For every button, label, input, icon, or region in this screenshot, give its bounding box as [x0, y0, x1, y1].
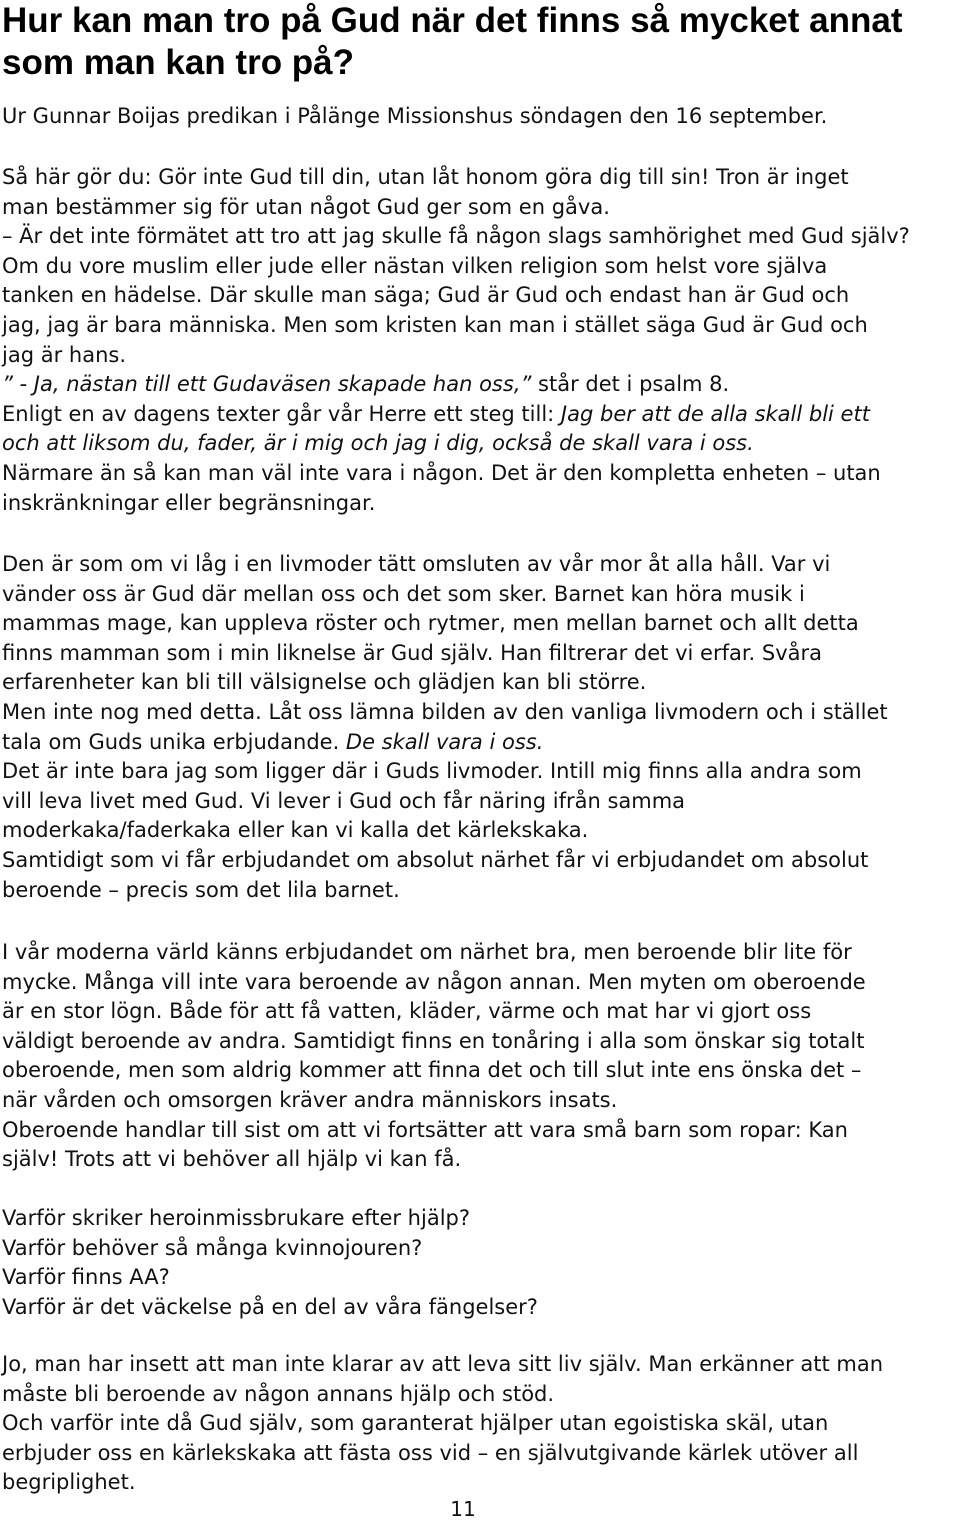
paragraph-line: moderkaka/faderkaka eller kan vi kalla det kärlekskaka.	[2, 818, 589, 843]
questions-list	[2, 1204, 958, 1322]
question-line: Varför är det väckelse på en del av våra fängelser?	[2, 1294, 538, 1319]
psalm-line: ” - Ja, nästan till ett Gudaväsen skapade han oss,” står det i psalm 8.	[2, 372, 730, 397]
paragraph-line: jag är hans.	[2, 342, 126, 367]
paragraph-line: I vår moderna värld känns erbjudandet om närhet bra, men beroende blir lite för	[2, 940, 852, 964]
paragraph-line: är en stor lögn. Både för att få vatten, kläder, värme och mat har vi gjort oss	[2, 999, 812, 1024]
paragraph-line: tanken en hädelse. Där skulle man säga; Gud är Gud och endast han är Gud och	[2, 283, 850, 308]
paragraph-line: finns mamman som i min liknelse är Gud själv. Han filtrerar det vi erfar. Svåra	[2, 640, 823, 665]
paragraph-line: måste bli beroende av någon annans hjälp och stöd.	[2, 1381, 555, 1406]
question-line: Varför skriker heroinmissbrukare efter hjälp?	[2, 1206, 470, 1230]
paragraph-3	[2, 938, 958, 1175]
page-number: 11	[450, 1497, 476, 1521]
de-skall-quote: De skall vara i oss.	[345, 729, 544, 754]
page-title: Hur kan man tro på Gud när det finns så mycket annat som man kan tro på?	[2, 1, 903, 82]
paragraph-line: man bestämmer sig för utan något Gud ger som en gåva.	[2, 194, 610, 219]
paragraph-line: när vården och omsorgen kräver andra människors insats.	[2, 1087, 618, 1112]
paragraph-line: Och varför inte då Gud själv, som garanterat hjälper utan egoistiska skäl, utan	[2, 1411, 829, 1436]
paragraph-line: inskränkningar eller begränsningar.	[2, 490, 376, 515]
paragraph-line: Samtidigt som vi får erbjudandet om absolut närhet får vi erbjudandet om absolut	[2, 847, 869, 872]
paragraph-line: vänder oss är Gud där mellan oss och det som sker. Barnet kan höra musik i	[2, 581, 805, 606]
paragraph-line: Ur Gunnar Boijas predikan i Pålänge Missionshus söndagen den 16 september.	[2, 104, 828, 128]
paragraph-line: oberoende, men som aldrig kommer att finna det och till slut inte ens önska det –	[2, 1058, 862, 1083]
paragraph-line: jag, jag är bara människa. Men som kristen kan man i stället säga Gud är Gud och	[2, 312, 868, 337]
paragraph-2	[2, 550, 958, 905]
paragraph-line: beroende – precis som det lila barnet.	[2, 877, 400, 902]
paragraph-line: vill leva livet med Gud. Vi lever i Gud och får näring ifrån samma	[2, 788, 686, 813]
paragraph-line: mycke. Många vill inte vara beroende av någon annan. Men myten om oberoende	[2, 969, 866, 994]
paragraph-line: erfarenheter kan bli till välsignelse och glädjen kan bli större.	[2, 670, 647, 695]
bible-quote-1: Jag ber att de alla skall bli ett	[560, 401, 870, 426]
paragraph-line: Det är inte bara jag som ligger där i Guds livmoder. Intill mig finns alla andra som	[2, 759, 862, 784]
sermon-intro	[2, 102, 958, 132]
paragraph-line: mammas mage, kan uppleva röster och rytmer, men mellan barnet och allt detta	[2, 611, 859, 636]
paragraph-line: Om du vore muslim eller jude eller nästan vilken religion som helst vore själva	[2, 253, 828, 278]
question-line: Varför behöver så många kvinnojouren?	[2, 1235, 423, 1260]
psalm-quote: ” - Ja, nästan till ett Gudaväsen skapade han oss,”	[2, 372, 532, 397]
paragraph-line: Jo, man har insett att man inte klarar av att leva sitt liv själv. Man erkänner att man	[2, 1352, 884, 1376]
de-skall-line: tala om Guds unika erbjudande. De skall vara i oss.	[2, 729, 544, 754]
bible-line-1: Enligt en av dagens texter går vår Herre ett steg till: Jag ber att de alla skall bli ett	[2, 401, 870, 426]
paragraph-line: begriplighet.	[2, 1470, 136, 1495]
paragraph-line: Oberoende handlar till sist om att vi fortsätter att vara små barn som ropar: Kan	[2, 1117, 848, 1142]
paragraph-line: väldigt beroende av andra. Samtidigt finns en tonåring i alla som önskar sig totalt	[2, 1028, 865, 1053]
paragraph-1	[2, 163, 958, 518]
question-line: Varför finns AA?	[2, 1265, 170, 1290]
paragraph-line: – Är det inte förmätet att tro att jag skulle få någon slags samhörighet med Gud själv?	[2, 224, 910, 249]
paragraph-line: själv! Trots att vi behöver all hjälp vi kan få.	[2, 1147, 462, 1172]
paragraph-5	[2, 1350, 958, 1498]
bible-quote-2: och att liksom du, fader, är i mig och jag i dig, också de skall vara i oss.	[2, 431, 754, 456]
paragraph-line: erbjuder oss en kärlekskaka att fästa oss vid – en självutgivande kärlek utöver all	[2, 1440, 859, 1465]
paragraph-line: Den är som om vi låg i en livmoder tätt omsluten av vår mor åt alla håll. Var vi	[2, 552, 831, 576]
paragraph-line: Men inte nog med detta. Låt oss lämna bilden av den vanliga livmodern och i stället	[2, 699, 888, 724]
paragraph-line: Närmare än så kan man väl inte vara i någon. Det är den kompletta enheten – utan	[2, 460, 881, 485]
paragraph-line: Så här gör du: Gör inte Gud till din, utan låt honom göra dig till sin! Tron är inget	[2, 165, 849, 189]
